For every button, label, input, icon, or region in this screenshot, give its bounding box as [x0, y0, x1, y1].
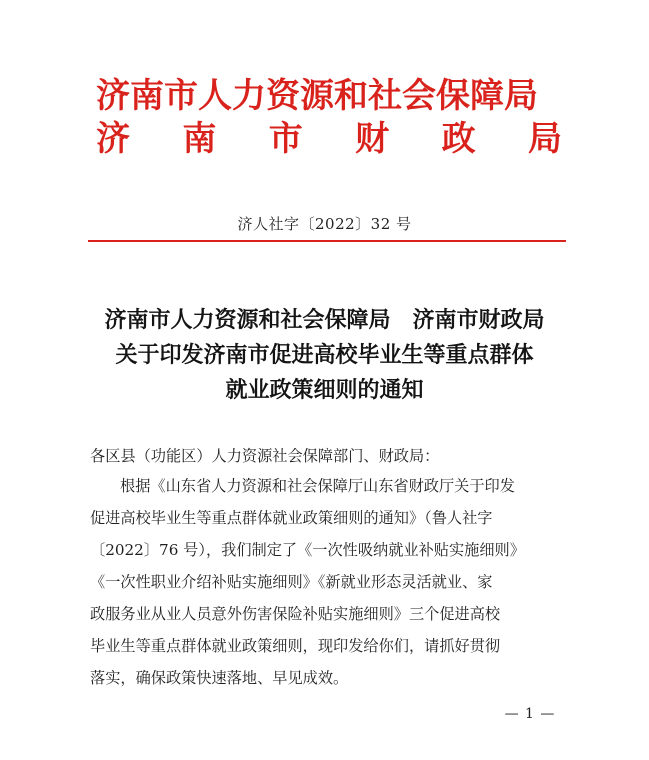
body-line: 政服务业从业人员意外伤害保险补贴实施细则》三个促进高校: [90, 605, 501, 623]
issuing-org-finance-char: 局: [527, 119, 562, 159]
issuing-org-hrss: [96, 76, 562, 116]
issuing-org-finance-char: 财: [355, 119, 390, 159]
document-title-line-3: 就业政策细则的通知: [225, 377, 424, 403]
body-line: 落实，确保政策快速落地、早见成效。: [90, 669, 349, 687]
body-line: 促进高校毕业生等重点群体就业政策细则的通知》（鲁人社字: [90, 509, 493, 527]
issuing-org-hrss-text: 济南市人力资源和社会保障局: [96, 76, 538, 116]
issuing-org-finance-char: 南: [182, 119, 217, 159]
page-number: — 1 —: [504, 706, 556, 722]
body-line: 〔2022〕76 号），我们制定了《一次性吸纳就业补贴实施细则》: [90, 541, 525, 559]
issuing-org-finance-char: 市: [268, 119, 303, 159]
body-line: 根据《山东省人力资源和社会保障厅山东省财政厅关于印发: [120, 477, 515, 495]
body-line: 《一次性职业介绍补贴实施细则》《新就业形态灵活就业、家: [90, 573, 493, 591]
document-title-line-1: 济南市人力资源和社会保障局 济南市财政局: [104, 307, 545, 333]
issuing-org-finance-char: 政: [441, 119, 476, 159]
issuing-org-finance-char: 济: [96, 119, 130, 159]
body-line: 毕业生等重点群体就业政策细则，现印发给你们，请抓好贯彻: [90, 637, 501, 655]
issuing-org-finance: [96, 119, 562, 159]
document-title-line-2: 关于印发济南市促进高校毕业生等重点群体: [115, 342, 534, 368]
salutation: 各区县（功能区）人力资源社会保障部门、财政局：: [90, 447, 440, 465]
red-divider-line: [88, 240, 566, 242]
document-number: 济人社字〔2022〕32 号: [237, 215, 412, 233]
